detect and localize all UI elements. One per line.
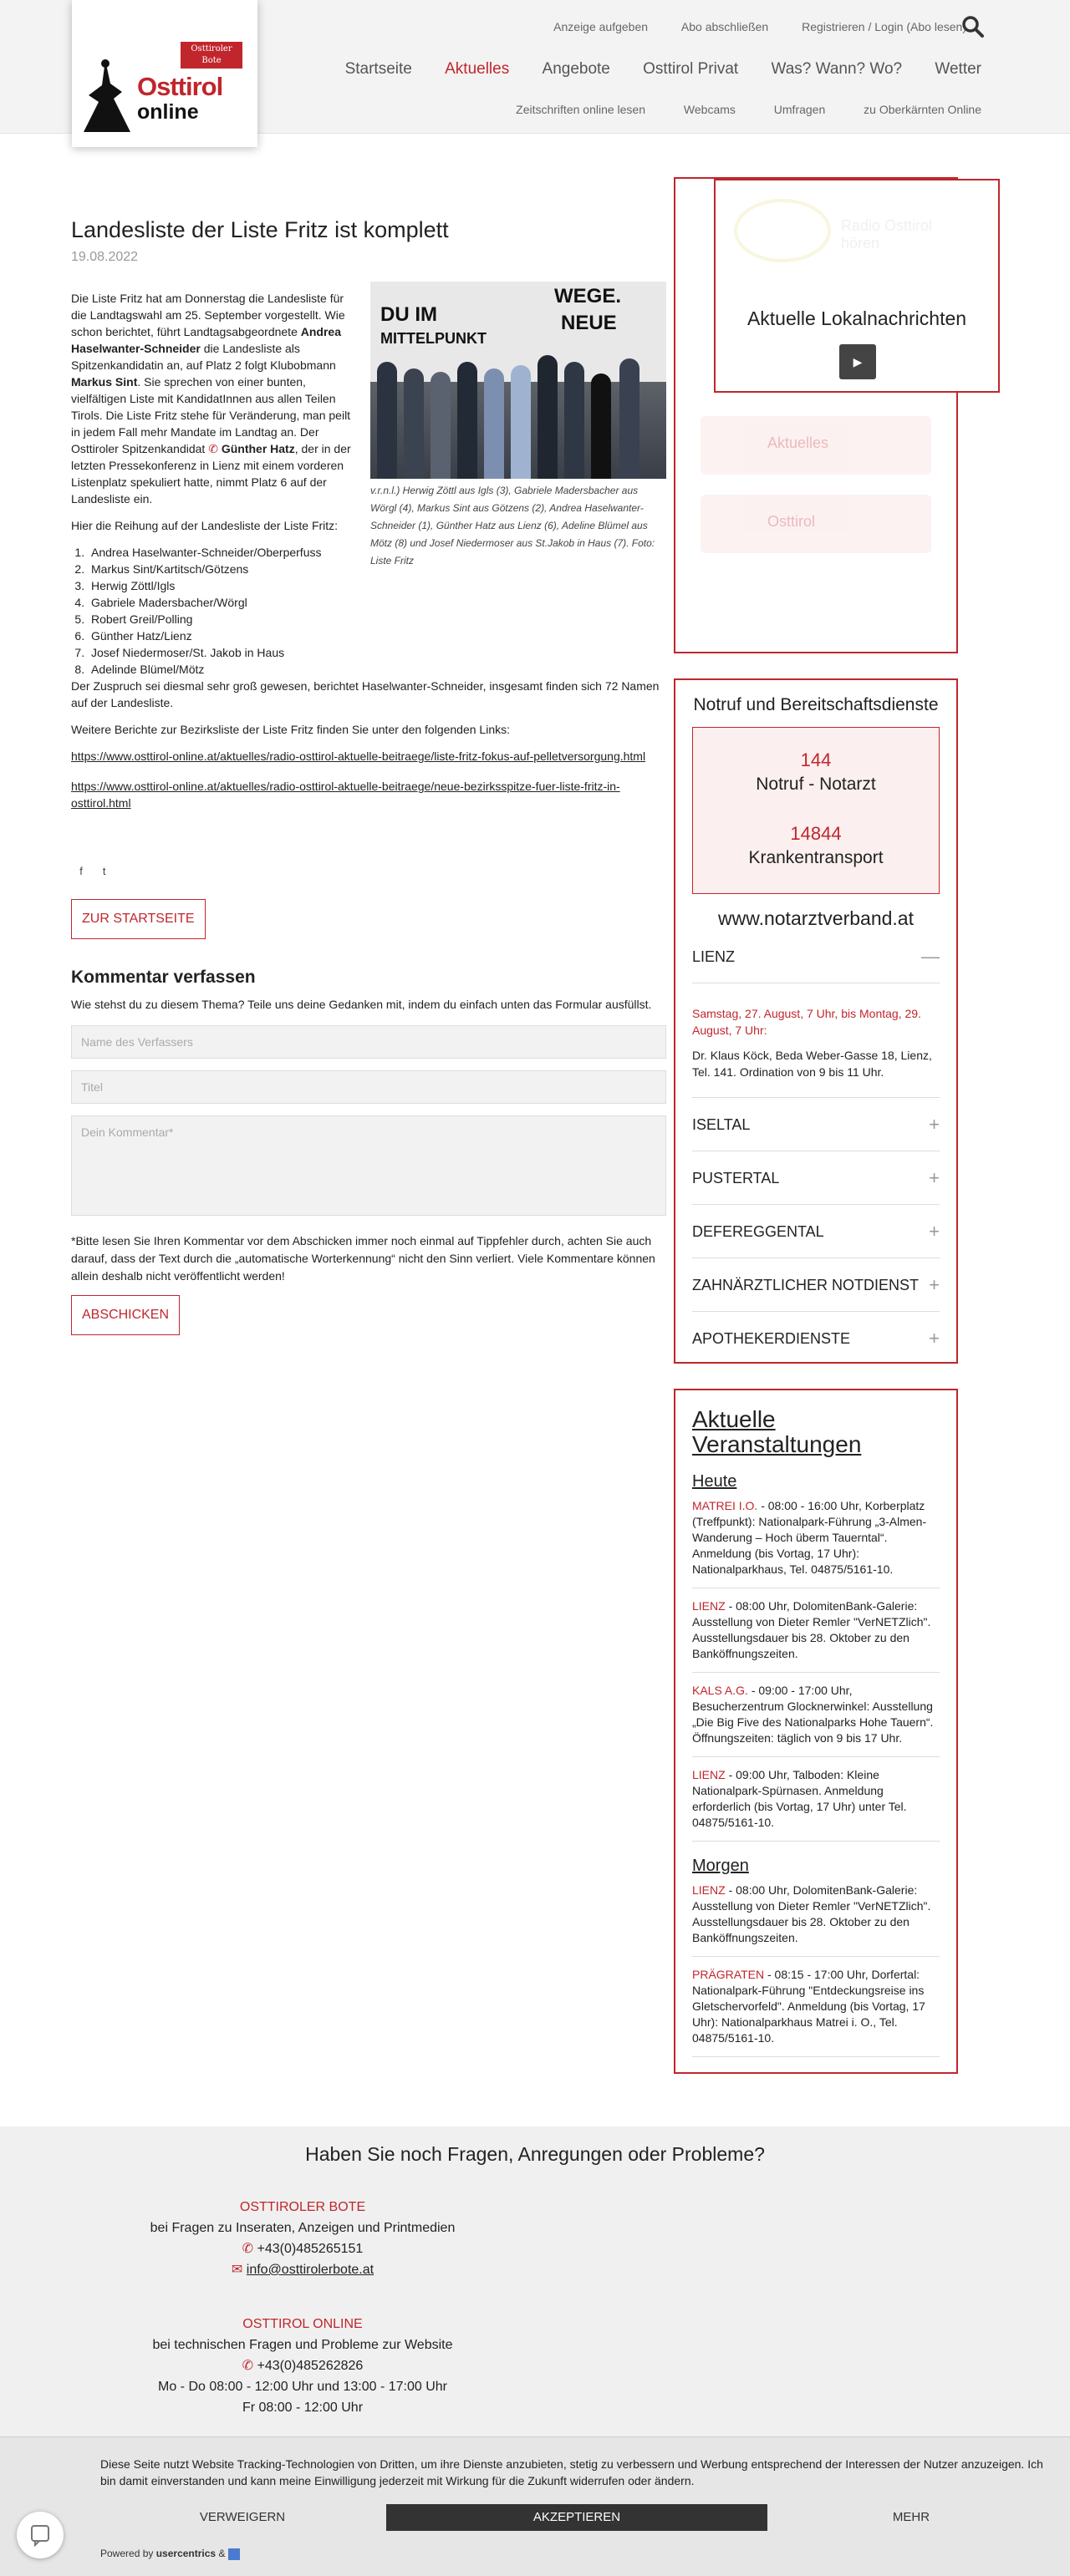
deny-button[interactable]: VERWEIGERN — [199, 2510, 286, 2524]
lienz-date: Samstag, 27. August, 7 Uhr, bis Montag, 29. August, 7 Uhr: — [692, 1007, 921, 1037]
event-item[interactable] — [692, 1876, 940, 1957]
event-location: MATREI I.O. — [692, 1499, 758, 1512]
photo-wall-text-2: MITTELPUNKT — [380, 330, 487, 347]
text: , der in der letzten Pressekonferenz in Lienz mit einem vorderen Listenplatz spekuliert hatte, nimmt Platz 6 auf der Landesliste ein. — [71, 442, 351, 506]
toplink-abo[interactable]: Abo abschließen — [680, 20, 769, 33]
event-location: LIENZ — [692, 1883, 726, 1897]
bold-name: Markus Sint — [71, 375, 138, 389]
list-item: 4. Gabriele Madersbacher/Wörgl — [88, 594, 666, 611]
contact-org: OSTTIROLER BOTE — [239, 2200, 366, 2214]
chat-bubble-icon[interactable] — [17, 2512, 64, 2558]
photo-person — [377, 362, 397, 479]
article-body — [71, 285, 666, 811]
bold-name: Andrea Haselwanter-Schneider — [71, 325, 341, 355]
share-bar — [71, 865, 666, 877]
powered-label: Powered by — [100, 2548, 154, 2559]
text: die Landesliste als Spitzenkandidatin an, auf Platz 2 folgt Klubobmann — [71, 342, 336, 372]
paragraph-links-intro: Weitere Berichte zur Bezirksliste der Liste Fritz finden Sie unter den folgenden Links: — [71, 723, 510, 736]
photo-wall-text-1: DU IM — [380, 303, 437, 326]
lienz-content — [692, 1005, 940, 1098]
accordion-label: LIENZ — [692, 948, 736, 965]
photo-person — [484, 368, 504, 479]
subnav-oberkaernten[interactable]: zu Oberkärnten Online — [864, 103, 981, 116]
facebook-icon[interactable]: f — [79, 865, 83, 877]
event-item[interactable] — [692, 1491, 940, 1588]
mountain-figure-icon — [80, 58, 139, 134]
radio-logo-icon — [732, 197, 833, 264]
toplink-anzeige[interactable]: Anzeige aufgeben — [553, 20, 649, 33]
event-location: LIENZ — [692, 1768, 726, 1781]
photo-person — [619, 358, 639, 479]
article-title: Landesliste der Liste Fritz ist komplett — [71, 217, 449, 242]
events-title[interactable]: Aktuelle Veranstaltungen — [692, 1406, 862, 1457]
usercentrics-logo[interactable]: usercentrics — [155, 2548, 217, 2559]
accordion-label: DEFEREGGENTAL — [692, 1223, 824, 1240]
subnav-webcams[interactable]: Webcams — [683, 103, 736, 116]
accordion-apotheke[interactable] — [692, 1312, 940, 1365]
lokalnachrichten-teaser[interactable] — [714, 179, 1000, 393]
accordion-pustertal[interactable] — [692, 1151, 940, 1205]
home-button[interactable]: ZUR STARTSEITE — [71, 899, 206, 939]
event-text: - 08:00 Uhr, DolomitenBank-Galerie: Ausstellung von Dieter Remler "VerNETZlich". Ausstellungsdauer bis 28. Oktober zu den Banköffnungszeiten. — [692, 1883, 931, 1944]
photo-person — [431, 372, 451, 479]
contact-osttiroler-bote — [0, 2197, 605, 2280]
accordion-label: APOTHEKERDIENSTE — [692, 1330, 851, 1347]
photo-wall-text-3: WEGE. — [554, 285, 622, 307]
powered-by — [100, 2548, 240, 2560]
event-text: - 09:00 - 17:00 Uhr, Besucherzentrum Glocknerwinkel: Ausstellung „Die Big Five des Nationalparks Hohe Tauern“. Öffnungszeiten: täglich von 9 bis 17 Uhr. — [692, 1684, 934, 1745]
main-nav — [317, 60, 981, 79]
search-icon[interactable] — [961, 15, 985, 38]
emergency-label: Notruf - Notarzt — [756, 775, 876, 794]
toplink-login[interactable]: Registrieren / Login (Abo lesen) — [802, 20, 966, 33]
accordion-label: PUSTERTAL — [692, 1170, 780, 1186]
plus-icon: + — [929, 1167, 940, 1188]
events-today-heading: Heute — [692, 1472, 737, 1491]
notruf-title: Notruf und Bereitschaftsdienste — [693, 695, 939, 714]
photo-person — [511, 365, 531, 479]
phone-icon: ✆ — [242, 2359, 254, 2373]
event-location: PRÄGRATEN — [692, 1968, 765, 1981]
twitter-icon[interactable]: t — [102, 865, 106, 877]
nav-wetter[interactable]: Wetter — [935, 60, 981, 78]
plus-icon: + — [929, 1221, 940, 1242]
events-tomorrow-heading: Morgen — [692, 1857, 749, 1875]
envelope-icon: ✉ — [231, 2263, 243, 2277]
author-name-input[interactable]: Name des Verfassers — [71, 1025, 666, 1059]
list-item: 3. Herwig Zöttl/Igls — [88, 577, 666, 594]
mail-address: info@osttirolerbote.at — [246, 2263, 374, 2277]
phone-number: +43(0)485265151 — [257, 2242, 364, 2256]
list-item: 5. Robert Greil/Polling — [88, 611, 666, 627]
event-item[interactable] — [692, 1757, 940, 1842]
subnav-zeitschriften[interactable]: Zeitschriften online lesen — [516, 103, 646, 116]
accordion-zahnarzt[interactable] — [692, 1258, 940, 1312]
submit-button[interactable]: ABSCHICKEN — [71, 1295, 180, 1335]
footer-heading: Haben Sie noch Fragen, Anregungen oder Probleme? — [305, 2143, 765, 2165]
contact-phone[interactable] — [0, 2355, 605, 2376]
phone-icon: ✆ — [242, 2242, 254, 2256]
event-text: - 08:15 - 17:00 Uhr, Dorfertal: Nationalpark-Führung "Entdeckungsreise ins Gletschervorfeld". Anmeldung (bis Vortag, 17 Uhr): Nationalparkhaus Matrei i. O., Tel. 04875/5161-10. — [692, 1968, 925, 2045]
emergency-numbers — [692, 727, 940, 894]
nav-angebote[interactable]: Angebote — [542, 60, 610, 78]
paragraph-zuspruch: Der Zuspruch sei diesmal sehr groß gewesen, berichtet Haselwanter-Schneider, insgesamt finden sich 72 Namen auf der Landesliste. — [71, 679, 660, 709]
list-item: 7. Josef Niedermoser/St. Jakob in Haus — [88, 644, 666, 661]
teaser-title: Aktuelle Lokalnachrichten — [746, 307, 967, 329]
contact-desc: bei Fragen zu Inseraten, Anzeigen und Printmedien — [150, 2221, 456, 2235]
contact-mail[interactable] — [0, 2259, 605, 2280]
comment-title-input[interactable]: Titel — [71, 1070, 666, 1104]
photo-person — [457, 362, 477, 479]
photo-person — [591, 373, 611, 479]
event-item[interactable] — [692, 1588, 940, 1673]
partner-logo-icon — [228, 2548, 240, 2560]
article-date: 19.08.2022 — [71, 250, 139, 264]
comment-intro: Wie stehst du zu diesem Thema? Teile uns deine Gedanken mit, indem du einfach unten das Formular ausfüllst. — [71, 998, 652, 1011]
list-item: 1. Andrea Haselwanter-Schneider/Oberperfuss — [88, 544, 666, 561]
list-item: 6. Günther Hatz/Lienz — [88, 627, 666, 644]
event-text: - 08:00 - 16:00 Uhr, Korberplatz (Treffpunkt): Nationalpark-Führung „3-Almen-Wanderung – Hoch überm Tauerntal“. Anmeldung (bis Vortag, 17 Uhr): Nationalparkhaus, Tel. 04875/5161-10. — [692, 1499, 927, 1576]
paragraph-list-intro: Hier die Reihung auf der Landesliste der Liste Fritz: — [71, 519, 339, 532]
comment-form — [71, 968, 666, 1335]
contact-desc: bei technischen Fragen und Probleme zur Website — [152, 2338, 453, 2352]
consent-text: Diese Seite nutzt Website Tracking-Technologien von Dritten, um ihre Dienste anzubieten, stetig zu verbessern und Werbung entsprechend der Interessen der Nutzer anzuzeigen. Ich bin damit einverstanden und kann meine Einwilligung jederzeit mit Wirkung für die Zukunft widerrufen oder ändern. — [100, 2457, 1043, 2487]
list-item: 2. Markus Sint/Kartitsch/Götzens — [88, 561, 666, 577]
event-item[interactable] — [692, 1673, 940, 1757]
related-links — [71, 748, 666, 811]
contact-osttirol-online — [0, 2314, 605, 2418]
emergency-number[interactable]: 144 — [800, 749, 832, 770]
emergency-number[interactable]: 14844 — [790, 823, 842, 844]
photo-person — [404, 368, 424, 479]
accordion-iseltal[interactable] — [692, 1098, 940, 1151]
contact-org: OSTTIROL ONLINE — [242, 2317, 363, 2331]
photo-person — [538, 355, 558, 479]
article — [71, 217, 666, 1335]
emergency-label: Krankentransport — [748, 848, 884, 867]
notarzt-site-link[interactable]: www.notarztverband.at — [718, 907, 914, 929]
accept-button[interactable]: AKZEPTIEREN — [386, 2504, 767, 2531]
event-text: - 09:00 Uhr, Talboden: Kleine Nationalpark-Spürnasen. Anmeldung erforderlich (bis Vortag, 17 Uhr) unter Tel. 04875/5161-10. — [692, 1768, 907, 1829]
phone-icon: ✆ — [208, 442, 218, 455]
accordion-lienz[interactable] — [692, 930, 940, 983]
notruf-box — [674, 678, 958, 1364]
bold-name: Günther Hatz — [221, 442, 295, 455]
list-item: 8. Adelinde Blümel/Mötz — [88, 661, 666, 678]
related-link-1[interactable]: https://www.osttirol-online.at/aktuelles/radio-osttirol-aktuelle-beitraege/liste-fritz-fokus-auf-pelletversorgung.html — [71, 749, 646, 763]
top-links — [523, 20, 966, 33]
ghost-text: Aktuelles — [767, 434, 829, 451]
subnav-umfragen[interactable]: Umfragen — [773, 103, 826, 116]
ghost-banner — [701, 416, 931, 475]
text: Die Liste Fritz hat am Donnerstag die Landesliste für die Landtagswahl am 25. September vorgestellt. Wie schon berichtet, führt Landtagsabgeordnete — [71, 292, 345, 338]
logo-osttirol: Osttirol — [137, 72, 223, 101]
comment-heading: Kommentar verfassen — [71, 968, 256, 987]
event-text: - 08:00 Uhr, DolomitenBank-Galerie: Ausstellung von Dieter Remler "VerNETZlich". Ausstellungsdauer bis 28. Oktober zu den Banköffnungszeiten. — [692, 1599, 931, 1660]
event-location: LIENZ — [692, 1599, 726, 1613]
related-link-2[interactable]: https://www.osttirol-online.at/aktuelles/radio-osttirol-aktuelle-beitraege/neue-bezirksspitze-fuer-liste-fritz-in-osttirol.html — [71, 780, 620, 810]
text: . Sie sprechen von einer bunten, vielfältigen Liste mit KandidatInnen aus allen Teilen Tirols. Die Liste Fritz stehe für Veränderung, man peilt in jedem Fall mehr Mandate im Landtag an. Der Osttiroler Spitzenkandidat — [71, 375, 351, 455]
play-icon[interactable]: ▶ — [839, 344, 876, 379]
contact-hours: Fr 08:00 - 12:00 Uhr — [242, 2401, 364, 2415]
comment-textarea[interactable]: Dein Kommentar* — [71, 1115, 666, 1216]
chat-icon — [17, 2512, 64, 2558]
site-logo[interactable] — [72, 0, 257, 147]
accordion-defereggental[interactable] — [692, 1205, 940, 1258]
logo-online: online — [137, 100, 199, 124]
events-box — [674, 1389, 958, 2074]
sub-nav — [481, 103, 981, 116]
nav-aktuelles[interactable]: Aktuelles — [445, 60, 510, 78]
logo-badge: Osttiroler Bote — [181, 42, 242, 69]
cookie-consent-banner — [0, 2436, 1070, 2576]
faded-text: Radio Osttirol hören — [841, 217, 933, 252]
nav-osttirol-privat[interactable]: Osttirol Privat — [643, 60, 739, 78]
faded-radio-logo — [732, 197, 975, 264]
ghost-banner — [701, 495, 931, 553]
plus-icon: + — [929, 1328, 940, 1349]
event-item[interactable] — [692, 1957, 940, 2057]
lienz-text: Dr. Klaus Köck, Beda Weber-Gasse 18, Lienz, Tel. 141. Ordination von 9 bis 11 Uhr. — [692, 1049, 932, 1079]
comment-note: *Bitte lesen Sie Ihren Kommentar vor dem Abschicken immer noch einmal auf Tippfehler durch, achten Sie auch darauf, dass der Text durch die „automatische Worterkennung“ nicht den Sinn verliert. Viele Kommentare können allein deshalb nicht veröffentlicht werden! — [71, 1234, 655, 1283]
article-figure — [370, 282, 666, 570]
contact-hours: Mo - Do 08:00 - 12:00 Uhr und 13:00 - 17:00 Uhr — [158, 2380, 447, 2394]
phone-number: +43(0)485262826 — [257, 2359, 364, 2373]
nav-was-wann-wo[interactable]: Was? Wann? Wo? — [771, 60, 903, 78]
event-location: KALS A.G. — [692, 1684, 748, 1697]
photo-wall-text-4: NEUE — [561, 312, 617, 334]
amp: & — [218, 2548, 226, 2559]
minus-icon: — — [921, 946, 940, 967]
accordion-label: ISELTAL — [692, 1116, 751, 1133]
ghost-text: Osttirol — [767, 513, 816, 530]
photo-person — [564, 362, 584, 479]
article-photo[interactable] — [370, 282, 666, 479]
more-button[interactable]: MEHR — [892, 2510, 930, 2524]
photo-caption: v.r.n.l.) Herwig Zöttl aus Igls (3), Gabriele Madersbacher aus Wörgl (4), Markus Sint aus Götzens (2), Andrea Haselwanter-Schneider (1), Günther Hatz aus Lienz (6), Adeline Blümel aus Mötz (8) und Josef Niedermoser aus St.Jakob in Haus (7). Foto: Liste Fritz — [370, 485, 655, 567]
plus-icon: + — [929, 1274, 940, 1295]
nav-startseite[interactable]: Startseite — [344, 60, 412, 78]
plus-icon: + — [929, 1114, 940, 1135]
radio-teaser-box — [674, 177, 967, 653]
contact-phone[interactable] — [0, 2238, 605, 2259]
accordion-label: ZAHNÄRZTLICHER NOTDIENST — [692, 1277, 920, 1293]
